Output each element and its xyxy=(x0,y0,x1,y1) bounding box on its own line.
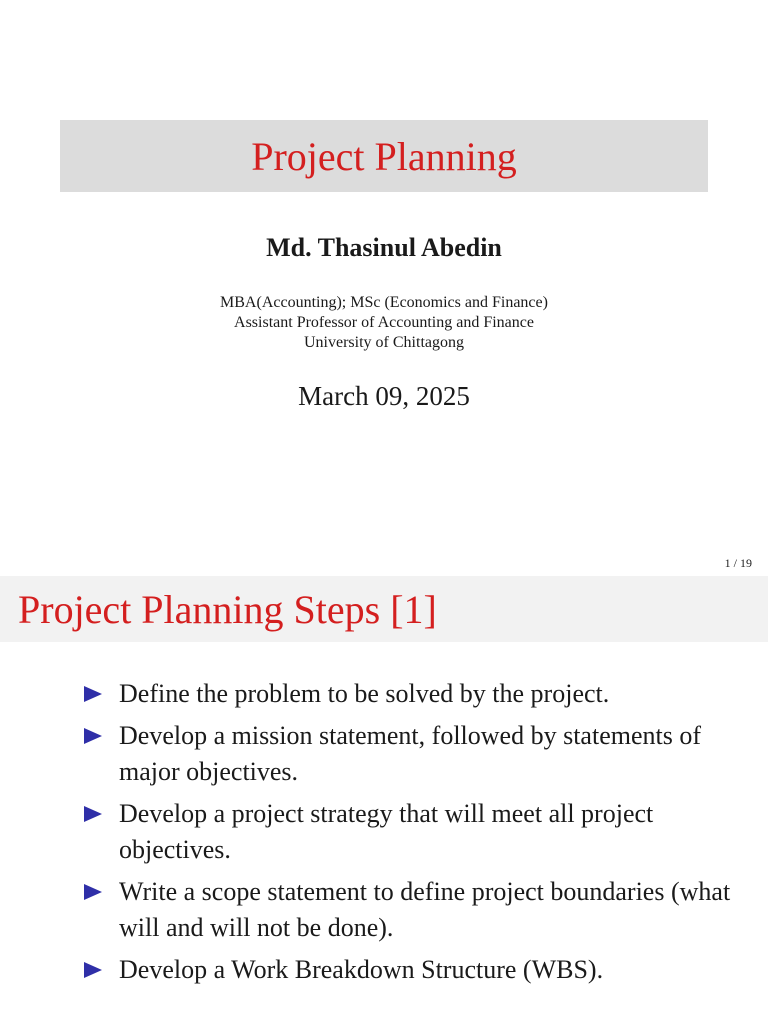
bullet-text: Develop a Work Breakdown Structure (WBS). xyxy=(119,955,604,984)
presentation-title: Project Planning xyxy=(251,133,517,179)
triangle-bullet-icon xyxy=(84,728,102,744)
triangle-bullet-icon xyxy=(84,806,102,822)
title-banner xyxy=(60,120,708,192)
bullet-text: Write a scope statement to define project boundaries (what will and will not be done). xyxy=(119,877,731,942)
bullet-list xyxy=(84,676,744,994)
affiliation-institution: University of Chittagong xyxy=(304,334,464,351)
page-number: 1 / 19 xyxy=(724,556,752,570)
list-item xyxy=(84,718,744,790)
frame-title: Project Planning Steps [1] xyxy=(18,587,437,632)
bullet-text: Define the problem to be solved by the project. xyxy=(119,679,610,708)
affiliation-position: Assistant Professor of Accounting and Finance xyxy=(234,314,534,331)
bullet-text: Develop a mission statement, followed by statements of major objectives. xyxy=(119,721,701,786)
affiliation-degrees: MBA(Accounting); MSc (Economics and Finance) xyxy=(220,294,548,311)
triangle-bullet-icon xyxy=(84,962,102,978)
author-affiliation xyxy=(0,293,768,353)
frame-title-bar xyxy=(0,576,768,642)
triangle-bullet-icon xyxy=(84,686,102,702)
presentation-date: March 09, 2025 xyxy=(298,381,470,411)
author-name: Md. Thasinul Abedin xyxy=(266,233,502,262)
list-item xyxy=(84,874,744,946)
triangle-bullet-icon xyxy=(84,884,102,900)
list-item xyxy=(84,796,744,868)
bullet-text: Develop a project strategy that will meet all project objectives. xyxy=(119,799,654,864)
content-slide xyxy=(0,576,768,1024)
list-item xyxy=(84,676,744,712)
list-item xyxy=(84,952,744,988)
